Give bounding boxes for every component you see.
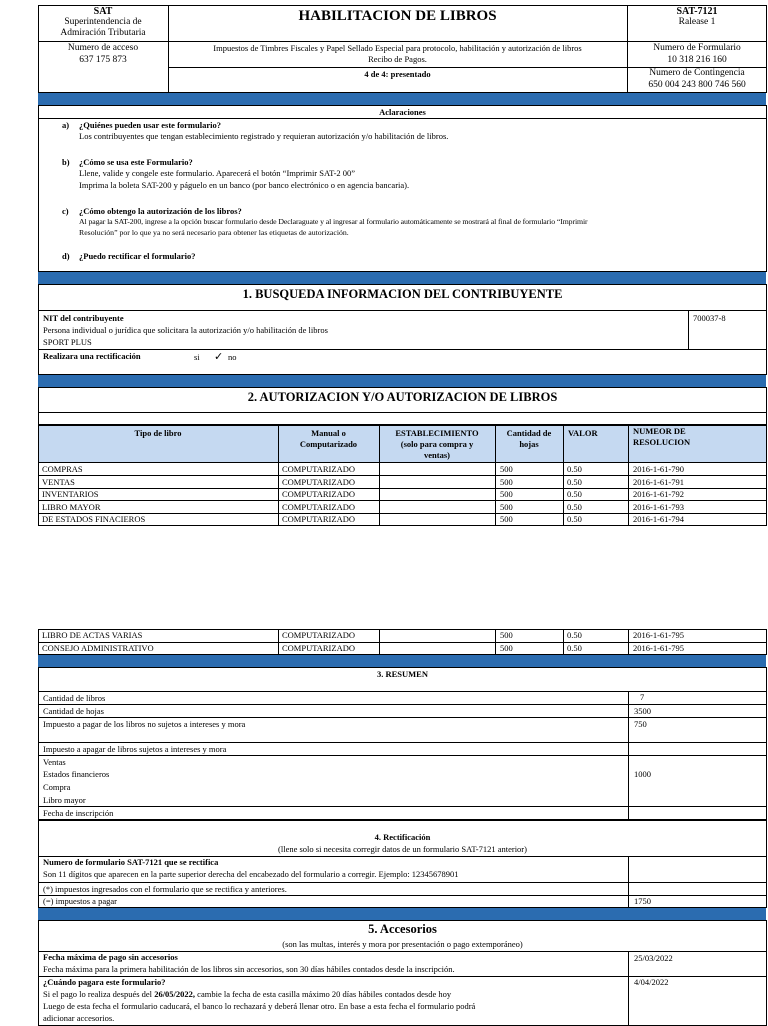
col-header-sheets-1: Cantidad de <box>506 428 552 438</box>
table-cell-book-type: INVENTARIOS <box>42 489 99 499</box>
payment-date-note-1 <box>43 989 451 999</box>
summary-ventas: Ventas <box>43 757 66 767</box>
section-divider <box>38 272 766 284</box>
section-divider <box>38 908 766 920</box>
table-cell-value: 0.50 <box>567 502 582 512</box>
tax-no-interest-label: Impuesto a pagar de los libros no sujetos a intereses y mora <box>43 719 246 729</box>
taxes-to-pay-value: 1750 <box>634 896 651 906</box>
clarification-b-answer-2: Imprima la boleta SAT-200 y páguelo en un banco (por banco electrónico o en agencia bancaria). <box>79 180 410 190</box>
rectified-form-number-desc: Son 11 dígitos que aparecen en la parte superior derecha del encabezado del formulario a corregir. Ejemplo: 12345678901 <box>43 869 459 879</box>
table-cell-book-type: CONSEJO ADMINISTRATIVO <box>42 643 154 653</box>
payment-date-note-1c: cambie la fecha de esta casilla máximo 20 días hábiles contados desde hoy <box>195 989 452 999</box>
table-cell-sheets: 500 <box>500 514 513 524</box>
section-divider <box>38 375 766 387</box>
col-header-mode-1: Manual o <box>311 428 346 438</box>
org-name-line-1: Superintendencia de <box>64 17 142 27</box>
access-number-value: 637 175 873 <box>79 55 127 65</box>
payment-date-note-3: adicionar accesorios. <box>43 1013 115 1023</box>
table-cell-sheets: 500 <box>500 464 513 474</box>
table-cell-resolution: 2016-1-61-794 <box>633 514 684 524</box>
payment-date-note-2: Luego de esta fecha el formulario caducará, el banco lo rechazará y deberá llenar otro. En base a esta fecha el formulario podrá <box>43 1001 476 1011</box>
table-cell-book-type: VENTAS <box>42 477 75 487</box>
summary-estados: Estados financieros <box>43 769 110 779</box>
table-cell-sheets: 500 <box>500 502 513 512</box>
books-count-value: 7 <box>640 692 645 702</box>
section-1-title: 1. BUSQUEDA INFORMACION DEL CONTRIBUYENTE <box>242 287 563 301</box>
rectification-check-icon[interactable]: ✓ <box>214 350 224 363</box>
contributor-description: Persona individual o jurídica que solicitara la autorización y/o habilitación de libros <box>43 325 328 335</box>
payment-date-note-1a: Si el pago lo realiza después del <box>43 989 155 999</box>
col-header-establishment-3: ventas) <box>424 450 450 460</box>
section-divider <box>38 655 766 667</box>
rectification-no-option[interactable]: no <box>228 352 237 362</box>
table-cell-mode: COMPUTARIZADO <box>282 464 355 474</box>
max-payment-date-value: 25/03/2022 <box>634 953 673 963</box>
form-release: Ralease 1 <box>678 17 716 27</box>
section-divider <box>38 93 766 105</box>
col-header-resolution-2: RESOLUCION <box>633 437 691 447</box>
taxes-paid-previously: (*) impuestos ingresados con el formulario que se rectifica y anteriores. <box>43 884 287 894</box>
summary-compra: Compra <box>43 782 71 792</box>
col-header-resolution-1: NUMEOR DE <box>633 426 686 436</box>
col-header-sheets-2: hojas <box>519 439 539 449</box>
payment-date-deadline: 26/05/2022, <box>154 989 196 999</box>
table-cell-mode: COMPUTARIZADO <box>282 643 355 653</box>
payment-date-value[interactable]: 4/04/2022 <box>634 977 669 987</box>
table-cell-sheets: 500 <box>500 630 513 640</box>
table-cell-sheets: 500 <box>500 489 513 499</box>
org-acronym: SAT <box>93 6 113 17</box>
table-cell-resolution: 2016-1-61-792 <box>633 489 684 499</box>
clarification-c-answer-1: Al pagar la SAT-200, ingrese a la opción buscar formulario desde Declaraguate y al ingresar al formulario automáticamente se mostrará al final de formulario “Imprimir <box>79 217 588 226</box>
form-number-label: Numero de Formulario <box>653 43 741 53</box>
clarification-a-answer: Los contribuyentes que tengan establecimiento registrado y requieran autorización y/o habilitación de libros. <box>79 131 449 141</box>
col-header-establishment-2: (solo para compra y <box>400 439 474 449</box>
tax-with-interest-label: Impuesto a apagar de libros sujetos a intereses y mora <box>43 744 227 754</box>
clarification-c-question: ¿Cómo obtengo la autorización de los libros? <box>79 206 242 216</box>
sheets-count-label: Cantidad de hojas <box>43 706 104 716</box>
table-cell-book-type: LIBRO DE ACTAS VARIAS <box>42 630 143 640</box>
org-name-line-2: Admiración Tributaria <box>60 28 146 38</box>
section-4-title: 4. Rectificación <box>374 832 431 842</box>
table-cell-resolution: 2016-1-61-795 <box>633 630 684 640</box>
nit-value[interactable]: 700037-8 <box>693 313 726 323</box>
table-cell-resolution: 2016-1-61-790 <box>633 464 684 474</box>
taxes-to-pay-label: (=) impuestos a pagar <box>43 896 117 906</box>
aclaraciones-title: Aclaraciones <box>379 107 426 117</box>
clarification-c-letter: c) <box>62 206 69 216</box>
registration-date-label: Fecha de inscripción <box>43 808 114 818</box>
clarification-a-letter: a) <box>62 120 70 130</box>
table-cell-mode: COMPUTARIZADO <box>282 502 355 512</box>
contributor-name: SPORT PLUS <box>43 337 92 347</box>
table-cell-value: 0.50 <box>567 630 582 640</box>
nit-label: NIT del contribuyente <box>43 313 124 323</box>
clarification-c-answer-2: Resolución” por lo que ya no será necesario para obtener las etiquetas de autorización. <box>79 228 349 237</box>
col-header-book-type: Tipo de libro <box>134 428 182 438</box>
access-number-label: Numero de acceso <box>67 43 139 53</box>
summary-estados-value: 1000 <box>634 769 651 779</box>
table-cell-mode: COMPUTARIZADO <box>282 630 355 640</box>
clarification-b-answer-1: Llene, valide y congele este formulario. Aparecerá el botón “Imprimir SAT-2 00” <box>79 168 356 178</box>
table-cell-sheets: 500 <box>500 643 513 653</box>
table-cell-book-type: COMPRAS <box>42 464 83 474</box>
rectified-form-number-label: Numero de formulario SAT-7121 que se rectifica <box>43 857 219 867</box>
payment-date-question: ¿Cuándo pagara este formulario? <box>43 977 166 987</box>
form-code: SAT-7121 <box>676 6 718 17</box>
section-5-title: 5. Accesorios <box>368 922 437 936</box>
section-4-subtitle: (llene solo si necesita corregir datos de un formulario SAT-7121 anterior) <box>278 844 527 854</box>
rectification-label: Realizara una rectificación <box>43 351 141 361</box>
section-3-title: 3. RESUMEN <box>376 669 428 679</box>
table-cell-value: 0.50 <box>567 514 582 524</box>
form-description-1: Impuestos de Timbres Fiscales y Papel Sellado Especial para protocolo, habilitación y autorización de libros <box>213 43 582 53</box>
table-cell-value: 0.50 <box>567 643 582 653</box>
clarification-a-question: ¿Quiénes pueden usar este formulario? <box>79 120 221 130</box>
table-cell-mode: COMPUTARIZADO <box>282 489 355 499</box>
contingency-value: 650 004 243 800 746 560 <box>648 80 746 90</box>
tax-no-interest-value: 750 <box>634 719 647 729</box>
table-cell-sheets: 500 <box>500 477 513 487</box>
max-payment-date-label: Fecha máxima de pago sin accesorios <box>43 952 178 962</box>
max-payment-date-desc: Fecha máxima para la primera habilitación de los libros sin accesorios, son 30 días hábiles contados desde la inscripción. <box>43 964 455 974</box>
form-status: 4 de 4: presentado <box>364 69 431 79</box>
table-cell-mode: COMPUTARIZADO <box>282 477 355 487</box>
books-count-label: Cantidad de libros <box>43 693 106 703</box>
table-cell-book-type: LIBRO MAYOR <box>42 502 101 512</box>
clarification-b-question: ¿Cómo se usa este Formulario? <box>79 157 193 167</box>
section-2-title: 2. AUTORIZACION Y/O AUTORIZACION DE LIBROS <box>247 390 558 404</box>
clarification-d-question: ¿Puedo rectificar el formulario? <box>79 251 196 261</box>
table-cell-value: 0.50 <box>567 477 582 487</box>
table-cell-resolution: 2016-1-61-795 <box>633 643 684 653</box>
table-cell-resolution: 2016-1-61-793 <box>633 502 684 512</box>
form-description-2: Recibo de Pagos. <box>368 54 427 64</box>
clarification-d-letter: d) <box>62 251 70 261</box>
summary-mayor: Libro mayor <box>43 795 86 805</box>
table-cell-value: 0.50 <box>567 464 582 474</box>
table-cell-mode: COMPUTARIZADO <box>282 514 355 524</box>
table-cell-value: 0.50 <box>567 489 582 499</box>
table-cell-book-type: DE ESTADOS FINACIEROS <box>42 514 146 524</box>
table-cell-resolution: 2016-1-61-791 <box>633 477 684 487</box>
form-number-value: 10 318 216 160 <box>667 55 727 65</box>
clarification-b-letter: b) <box>62 157 70 167</box>
col-header-value: VALOR <box>568 428 598 438</box>
col-header-mode-2: Computarizado <box>299 439 358 449</box>
col-header-establishment-1: ESTABLECIMIENTO <box>395 428 479 438</box>
form-title: HABILITACION DE LIBROS <box>298 8 497 24</box>
contingency-label: Numero de Contingencia <box>649 68 745 78</box>
rectification-yes-option[interactable]: si <box>194 352 200 362</box>
section-5-subtitle: (son las multas, interés y mora por presentación o pago extemporáneo) <box>282 939 523 949</box>
sheets-count-value: 3500 <box>634 706 651 716</box>
